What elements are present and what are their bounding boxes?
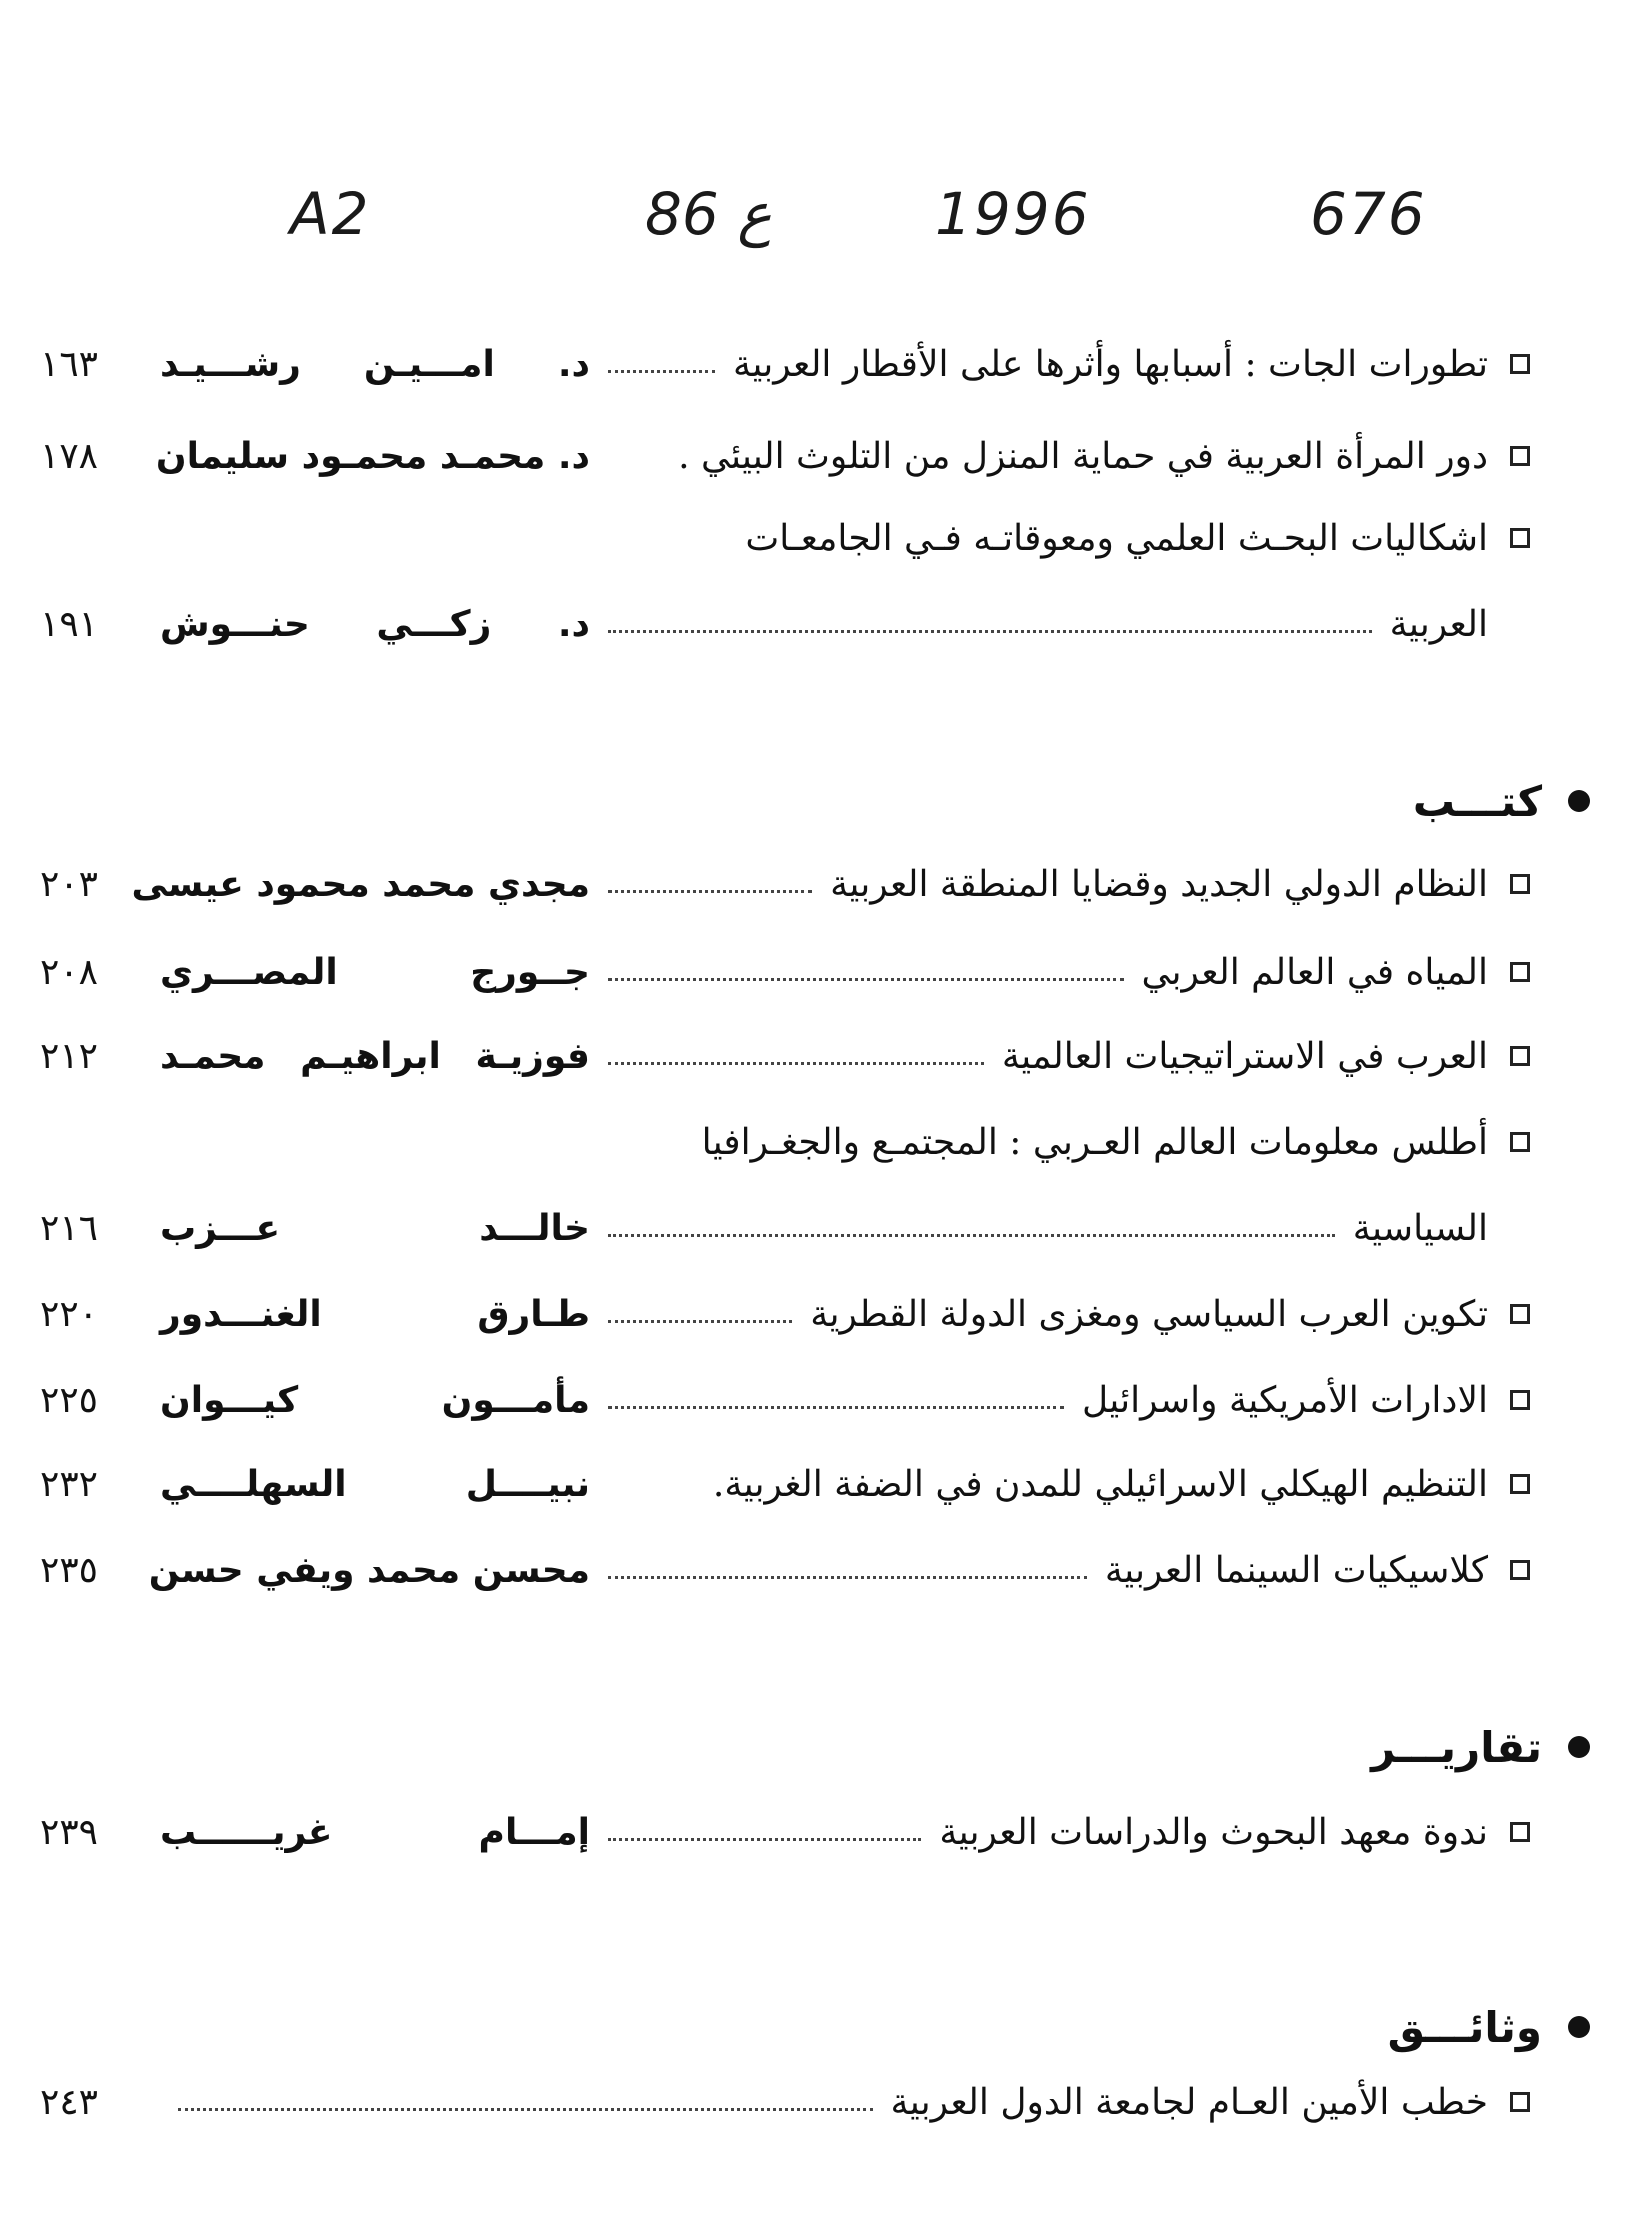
checkbox-icon xyxy=(1510,1390,1530,1410)
toc-entry xyxy=(40,1452,1530,1516)
entry-title: العرب في الاستراتيجيات العالمية xyxy=(1001,1035,1488,1077)
entry-author: طـارق الغنـــدور xyxy=(160,1293,590,1335)
dot-leader xyxy=(608,1838,921,1841)
checkbox-icon xyxy=(1510,354,1530,374)
toc-entry xyxy=(40,2070,1530,2134)
entry-title: خطب الأمين العـام لجامعة الدول العربية xyxy=(890,2081,1488,2123)
dot-leader xyxy=(608,1062,984,1065)
entry-title: المياه في العالم العربي xyxy=(1141,951,1488,993)
toc-entry xyxy=(40,424,1530,488)
bullet-icon xyxy=(1568,790,1590,812)
entry-title: النظام الدولي الجديد وقضايا المنطقة العربية xyxy=(830,863,1488,905)
section-heading-label: تقاريـــر xyxy=(1371,1722,1542,1772)
dot-leader xyxy=(608,890,812,893)
handwritten-note-d: 676 xyxy=(1310,180,1427,248)
entry-page: ١٦٣ xyxy=(40,343,99,385)
bullet-icon xyxy=(1568,1736,1590,1758)
section-heading-books xyxy=(40,766,1590,836)
entry-page: ٢٢٥ xyxy=(40,1379,99,1421)
toc-entry xyxy=(40,1110,1530,1174)
checkbox-icon xyxy=(1510,2092,1530,2112)
entry-author: محسن محمد ويفي حسن xyxy=(148,1549,590,1591)
entry-title-continuation: العربية xyxy=(1389,603,1488,645)
toc-entry xyxy=(40,506,1530,570)
entry-author: د. محمـد محمـود سليمان xyxy=(155,435,590,477)
toc-entry-continuation xyxy=(40,1196,1530,1260)
entry-title: اشكاليات البحـث العلمي ومعوقاتـه فـي الجامعـات xyxy=(745,517,1488,559)
checkbox-icon xyxy=(1510,1560,1530,1580)
entry-title: دور المرأة العربية في حماية المنزل من التلوث البيئي . xyxy=(678,435,1488,477)
section-heading-label: وثائـــق xyxy=(1387,2002,1542,2052)
dot-leader xyxy=(608,1576,1087,1579)
entry-page: ٢٤٣ xyxy=(40,2081,99,2123)
checkbox-icon xyxy=(1510,446,1530,466)
toc-entry xyxy=(40,852,1530,916)
checkbox-icon xyxy=(1510,874,1530,894)
checkbox-icon xyxy=(1510,962,1530,982)
entry-page: ٢٣٩ xyxy=(40,1811,99,1853)
entry-title: تطورات الجات : أسبابها وأثرها على الأقطار العربية xyxy=(733,343,1488,385)
toc-entry xyxy=(40,940,1530,1004)
dot-leader xyxy=(608,1406,1064,1409)
entry-title: أطلس معلومات العالم العـربي : المجتمـع والجغـرافيا xyxy=(701,1121,1488,1163)
entry-page: ٢٣٢ xyxy=(40,1463,99,1505)
entry-page: ١٩١ xyxy=(40,603,99,645)
toc-entry xyxy=(40,1282,1530,1346)
entry-page: ٢١٦ xyxy=(40,1207,99,1249)
entry-page: ٢٠٣ xyxy=(40,863,99,905)
entry-title: تكوين العرب السياسي ومغزى الدولة القطرية xyxy=(810,1293,1488,1335)
checkbox-icon xyxy=(1510,1046,1530,1066)
entry-title: الادارات الأمريكية واسرائيل xyxy=(1081,1379,1488,1421)
entry-author: مجدي محمد محمود عيسى xyxy=(131,863,590,905)
toc-entry xyxy=(40,332,1530,396)
entry-page: ١٧٨ xyxy=(40,435,99,477)
section-heading-label: كتـــب xyxy=(1412,776,1542,826)
entry-author: جــورج المصـــري xyxy=(160,951,590,993)
entry-author: د. زكـــي حنـــوش xyxy=(160,603,590,645)
bullet-icon xyxy=(1568,2016,1590,2038)
checkbox-icon xyxy=(1510,1304,1530,1324)
dot-leader xyxy=(608,630,1372,633)
entry-page: ٢١٢ xyxy=(40,1035,99,1077)
checkbox-icon xyxy=(1510,1822,1530,1842)
entry-page: ٢٢٠ xyxy=(40,1293,99,1335)
entry-title: ندوة معهد البحوث والدراسات العربية xyxy=(939,1811,1488,1853)
section-heading-reports xyxy=(40,1712,1590,1782)
dot-leader xyxy=(608,1320,792,1323)
entry-title: كلاسيكيات السينما العربية xyxy=(1104,1549,1488,1591)
entry-author: د. امـــيـن رشـــيـد xyxy=(160,343,590,385)
handwritten-note-b: 86 ع xyxy=(645,180,772,248)
dot-leader xyxy=(608,978,1124,981)
toc-entry xyxy=(40,1024,1530,1088)
handwritten-note-c: 1996 xyxy=(935,180,1091,248)
entry-author: نبيــــل السهلــــي xyxy=(160,1463,590,1505)
entry-author: فوزيـة ابراهيـم محمـد xyxy=(160,1035,590,1077)
entry-title-continuation: السياسية xyxy=(1352,1207,1488,1249)
entry-author: مأمـــون كيـــوان xyxy=(160,1379,590,1421)
toc-entry xyxy=(40,1800,1530,1864)
section-heading-documents xyxy=(40,1992,1590,2062)
handwritten-note-a: A2 xyxy=(290,180,371,248)
entry-author: خالـــد عـــزب xyxy=(160,1207,590,1249)
toc-entry xyxy=(40,1368,1530,1432)
checkbox-icon xyxy=(1510,1474,1530,1494)
entry-page: ٢٣٥ xyxy=(40,1549,99,1591)
checkbox-icon xyxy=(1510,528,1530,548)
checkbox-icon xyxy=(1510,1132,1530,1152)
entry-title: التنظيم الهيكلي الاسرائيلي للمدن في الضفة الغربية. xyxy=(712,1463,1488,1505)
dot-leader xyxy=(178,2108,873,2111)
toc-entry xyxy=(40,1538,1530,1602)
toc-entry-continuation xyxy=(40,592,1530,656)
entry-page: ٢٠٨ xyxy=(40,951,99,993)
dot-leader xyxy=(608,370,715,373)
entry-author: إمـــام غريــــــب xyxy=(160,1811,590,1853)
dot-leader xyxy=(608,1234,1335,1237)
